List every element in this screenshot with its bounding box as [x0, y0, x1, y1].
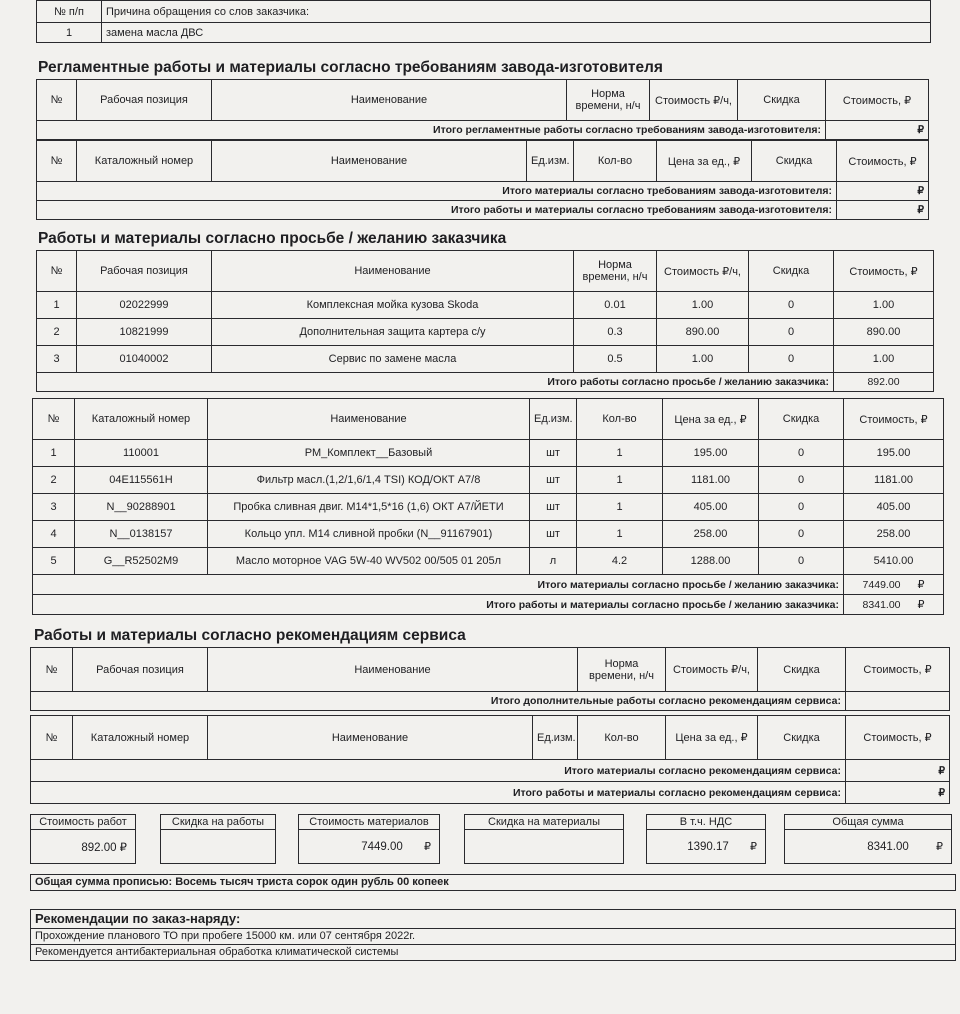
- cell-catalog: N__90288901: [75, 494, 208, 521]
- col-cost: Стоимость, ₽: [846, 716, 950, 760]
- table-row: [33, 494, 944, 521]
- col-discount: Скидка: [759, 399, 844, 440]
- total-value: 8341.00: [867, 841, 909, 853]
- cell-discount: 0: [749, 346, 834, 373]
- materials-cost-value-row: [299, 830, 439, 853]
- cell-cost: 258.00: [844, 521, 944, 548]
- section2-works-total-label: Итого работы согласно просьбе / желанию заказчика:: [37, 373, 834, 392]
- cell-name: Кольцо упл. М14 сливной пробки (N__91167901): [208, 521, 530, 548]
- recommendations-block: [30, 909, 956, 961]
- section1-works-table: [36, 79, 929, 140]
- cell-no: 3: [33, 494, 75, 521]
- section1-works-total-value: ₽: [826, 121, 929, 140]
- cell-rate: 890.00: [657, 319, 749, 346]
- works-discount-box: [160, 814, 276, 864]
- table-row: [33, 440, 944, 467]
- section1-materials-total-label: Итого материалы согласно требованиям завода-изготовителя:: [37, 182, 837, 201]
- cell-discount: 0: [759, 521, 844, 548]
- cell-norm: 0.3: [574, 319, 657, 346]
- section3-works-header: [31, 648, 950, 692]
- section1-materials-total-value: ₽: [837, 182, 929, 201]
- cell-price: 195.00: [663, 440, 759, 467]
- col-norm: Норма времени, н/ч: [567, 80, 650, 121]
- recommendation-line: Прохождение планового ТО при пробеге 15000 км. или 07 сентября 2022г.: [30, 929, 956, 945]
- vat-label: В т.ч. НДС: [647, 815, 765, 830]
- cell-discount: 0: [759, 548, 844, 575]
- reason-header-no: № п/п: [37, 1, 102, 23]
- cell-name: Сервис по замене масла: [212, 346, 574, 373]
- works-cost-value: 892.00 ₽: [81, 842, 127, 854]
- col-cost: Стоимость, ₽: [834, 251, 934, 292]
- recommendations-title: Рекомендации по заказ-наряду:: [30, 909, 956, 929]
- col-rate: Стоимость ₽/ч,: [666, 648, 758, 692]
- cell-qty: 1: [577, 467, 663, 494]
- section2-works-header: [37, 251, 934, 292]
- cell-unit: шт: [530, 467, 577, 494]
- total-value-row: [785, 830, 951, 853]
- cell-position: 02022999: [77, 292, 212, 319]
- cell-cost: 405.00: [844, 494, 944, 521]
- cell-price: 405.00: [663, 494, 759, 521]
- cell-cost: 1.00: [834, 292, 934, 319]
- cell-qty: 1: [577, 440, 663, 467]
- col-unit: Ед.изм.: [527, 141, 574, 182]
- col-discount: Скидка: [758, 716, 846, 760]
- col-unit: Ед.изм.: [530, 399, 577, 440]
- cell-norm: 0.01: [574, 292, 657, 319]
- section2-materials-total-value: 7449.00: [862, 579, 901, 591]
- col-no: №: [37, 80, 77, 121]
- col-name: Наименование: [212, 141, 527, 182]
- col-qty: Кол-во: [577, 399, 663, 440]
- section3-all-total-value: ₽: [846, 782, 950, 804]
- cell-name: Фильтр масл.(1,2/1,6/1,4 TSI) КОД/ОКТ А7/8: [208, 467, 530, 494]
- document-sheet: [30, 0, 952, 961]
- cell-cost: 1181.00: [844, 467, 944, 494]
- cell-price: 258.00: [663, 521, 759, 548]
- section2-materials-total-label: Итого материалы согласно просьбе / желанию заказчика:: [33, 575, 844, 595]
- works-cost-label: Стоимость работ: [31, 815, 135, 830]
- col-norm: Норма времени, н/ч: [574, 251, 657, 292]
- section2-all-total-value: 8341.00: [862, 599, 901, 611]
- col-catalog: Каталожный номер: [75, 399, 208, 440]
- section3-materials-total-value: ₽: [846, 760, 950, 782]
- cell-name: РМ_Комплект__Базовый: [208, 440, 530, 467]
- cell-qty: 4.2: [577, 548, 663, 575]
- materials-cost-box: [298, 814, 440, 864]
- cell-no: 2: [37, 319, 77, 346]
- col-name: Наименование: [208, 648, 578, 692]
- col-position: Рабочая позиция: [73, 648, 208, 692]
- col-no: №: [37, 251, 77, 292]
- cell-catalog: 04E115561H: [75, 467, 208, 494]
- cell-cost: 5410.00: [844, 548, 944, 575]
- reason-header-text: Причина обращения со слов заказчика:: [102, 1, 931, 23]
- section1-works-total-label: Итого регламентные работы согласно требованиям завода-изготовителя:: [37, 121, 826, 140]
- col-rate: Стоимость ₽/ч,: [657, 251, 749, 292]
- section3-works-table: [30, 647, 950, 711]
- col-no: №: [33, 399, 75, 440]
- reason-no: 1: [37, 23, 102, 43]
- col-unit: Ед.изм.: [533, 716, 578, 760]
- section2-works-total-value: 892.00: [834, 373, 934, 392]
- table-row: [33, 467, 944, 494]
- col-price: Цена за ед., ₽: [666, 716, 758, 760]
- materials-discount-label: Скидка на материалы: [465, 815, 623, 830]
- col-discount: Скидка: [752, 141, 837, 182]
- total-box: [784, 814, 952, 864]
- cell-unit: шт: [530, 521, 577, 548]
- summary-boxes: [30, 814, 952, 876]
- table-row: [33, 521, 944, 548]
- col-discount: Скидка: [749, 251, 834, 292]
- cell-discount: 0: [759, 467, 844, 494]
- col-no: №: [31, 716, 73, 760]
- table-row: [33, 548, 944, 575]
- section1-title: Регламентные работы и материалы согласно требованиям завода-изготовителя: [38, 59, 663, 76]
- cell-no: 1: [33, 440, 75, 467]
- section3-works-total-value: [846, 692, 950, 711]
- section2-materials-table: [32, 398, 944, 615]
- vat-box: [646, 814, 766, 864]
- currency-sign: ₽: [917, 579, 925, 591]
- cell-catalog: 110001: [75, 440, 208, 467]
- col-position: Рабочая позиция: [77, 251, 212, 292]
- cell-rate: 1.00: [657, 292, 749, 319]
- col-cost: Стоимость, ₽: [846, 648, 950, 692]
- col-no: №: [31, 648, 73, 692]
- section1-all-total-label: Итого работы и материалы согласно требованиям завода-изготовителя:: [37, 201, 837, 220]
- cell-no: 5: [33, 548, 75, 575]
- col-rate: Стоимость ₽/ч,: [650, 80, 738, 121]
- cell-qty: 1: [577, 521, 663, 548]
- cell-position: 01040002: [77, 346, 212, 373]
- total-in-words: Общая сумма прописью: Восемь тысяч триста сорок один рубль 00 копеек: [30, 874, 956, 891]
- col-cost: Стоимость, ₽: [826, 80, 929, 121]
- cell-no: 3: [37, 346, 77, 373]
- section2-all-total-label: Итого работы и материалы согласно просьбе / желанию заказчика:: [33, 595, 844, 615]
- cell-cost: 1.00: [834, 346, 934, 373]
- cell-unit: шт: [530, 440, 577, 467]
- cell-no: 2: [33, 467, 75, 494]
- col-position: Рабочая позиция: [77, 80, 212, 121]
- col-norm: Норма времени, н/ч: [578, 648, 666, 692]
- vat-value-row: [647, 830, 765, 853]
- recommendation-line: Рекомендуется антибактериальная обработка климатической системы: [30, 945, 956, 961]
- section2-materials-header: [33, 399, 944, 440]
- cell-unit: шт: [530, 494, 577, 521]
- cell-name: Масло моторное VAG 5W-40 WV502 00/505 01 205л: [208, 548, 530, 575]
- cell-unit: л: [530, 548, 577, 575]
- section1-all-total-value: ₽: [837, 201, 929, 220]
- col-name: Наименование: [208, 716, 533, 760]
- cell-name: Пробка сливная двиг. М14*1,5*16 (1,6) ОКТ А7/ЙЕТИ: [208, 494, 530, 521]
- cell-position: 10821999: [77, 319, 212, 346]
- section1-materials-table: [36, 140, 929, 220]
- col-cost: Стоимость, ₽: [837, 141, 929, 182]
- works-cost-box: [30, 814, 136, 864]
- col-name: Наименование: [208, 399, 530, 440]
- currency-sign: ₽: [936, 841, 943, 853]
- cell-discount: 0: [749, 292, 834, 319]
- col-cost: Стоимость, ₽: [844, 399, 944, 440]
- section1-works-header: [37, 80, 929, 121]
- cell-no: 4: [33, 521, 75, 548]
- reason-text: замена масла ДВС: [102, 23, 931, 43]
- materials-cost-value: 7449.00: [361, 841, 403, 853]
- cell-discount: 0: [759, 440, 844, 467]
- total-label: Общая сумма: [785, 815, 951, 830]
- cell-qty: 1: [577, 494, 663, 521]
- currency-sign: ₽: [917, 599, 925, 611]
- cell-rate: 1.00: [657, 346, 749, 373]
- materials-cost-label: Стоимость материалов: [299, 815, 439, 830]
- section2-works-table: [36, 250, 934, 392]
- cell-price: 1288.00: [663, 548, 759, 575]
- section3-materials-table: [30, 715, 950, 804]
- col-price: Цена за ед., ₽: [663, 399, 759, 440]
- cell-discount: 0: [759, 494, 844, 521]
- section2-all-total-cell: [844, 595, 944, 615]
- cell-catalog: G__R52502M9: [75, 548, 208, 575]
- cell-name: Комплексная мойка кузова Skoda: [212, 292, 574, 319]
- table-row: [37, 319, 934, 346]
- col-catalog: Каталожный номер: [77, 141, 212, 182]
- section3-materials-total-label: Итого материалы согласно рекомендациям сервиса:: [31, 760, 846, 782]
- currency-sign: ₽: [424, 841, 431, 853]
- vat-value: 1390.17: [687, 841, 729, 853]
- materials-discount-box: [464, 814, 624, 864]
- cell-norm: 0.5: [574, 346, 657, 373]
- col-price: Цена за ед., ₽: [657, 141, 752, 182]
- cell-name: Дополнительная защита картера с/у: [212, 319, 574, 346]
- col-qty: Кол-во: [578, 716, 666, 760]
- cell-catalog: N__0138157: [75, 521, 208, 548]
- section3-works-total-label: Итого дополнительные работы согласно рекомендациям сервиса:: [31, 692, 846, 711]
- section3-title: Работы и материалы согласно рекомендациям сервиса: [34, 627, 466, 644]
- section3-all-total-label: Итого работы и материалы согласно рекомендациям сервиса:: [31, 782, 846, 804]
- table-row: [37, 346, 934, 373]
- section2-title: Работы и материалы согласно просьбе / желанию заказчика: [38, 230, 507, 247]
- col-no: №: [37, 141, 77, 182]
- cell-price: 1181.00: [663, 467, 759, 494]
- col-discount: Скидка: [758, 648, 846, 692]
- section1-materials-header: [37, 141, 929, 182]
- section3-materials-header: [31, 716, 950, 760]
- table-row: [37, 292, 934, 319]
- cell-no: 1: [37, 292, 77, 319]
- col-name: Наименование: [212, 80, 567, 121]
- col-name: Наименование: [212, 251, 574, 292]
- section2-materials-total-cell: [844, 575, 944, 595]
- col-discount: Скидка: [738, 80, 826, 121]
- cell-cost: 195.00: [844, 440, 944, 467]
- reason-table: [36, 0, 931, 43]
- currency-sign: ₽: [750, 841, 757, 853]
- cell-cost: 890.00: [834, 319, 934, 346]
- col-qty: Кол-во: [574, 141, 657, 182]
- works-discount-label: Скидка на работы: [161, 815, 275, 830]
- col-catalog: Каталожный номер: [73, 716, 208, 760]
- cell-discount: 0: [749, 319, 834, 346]
